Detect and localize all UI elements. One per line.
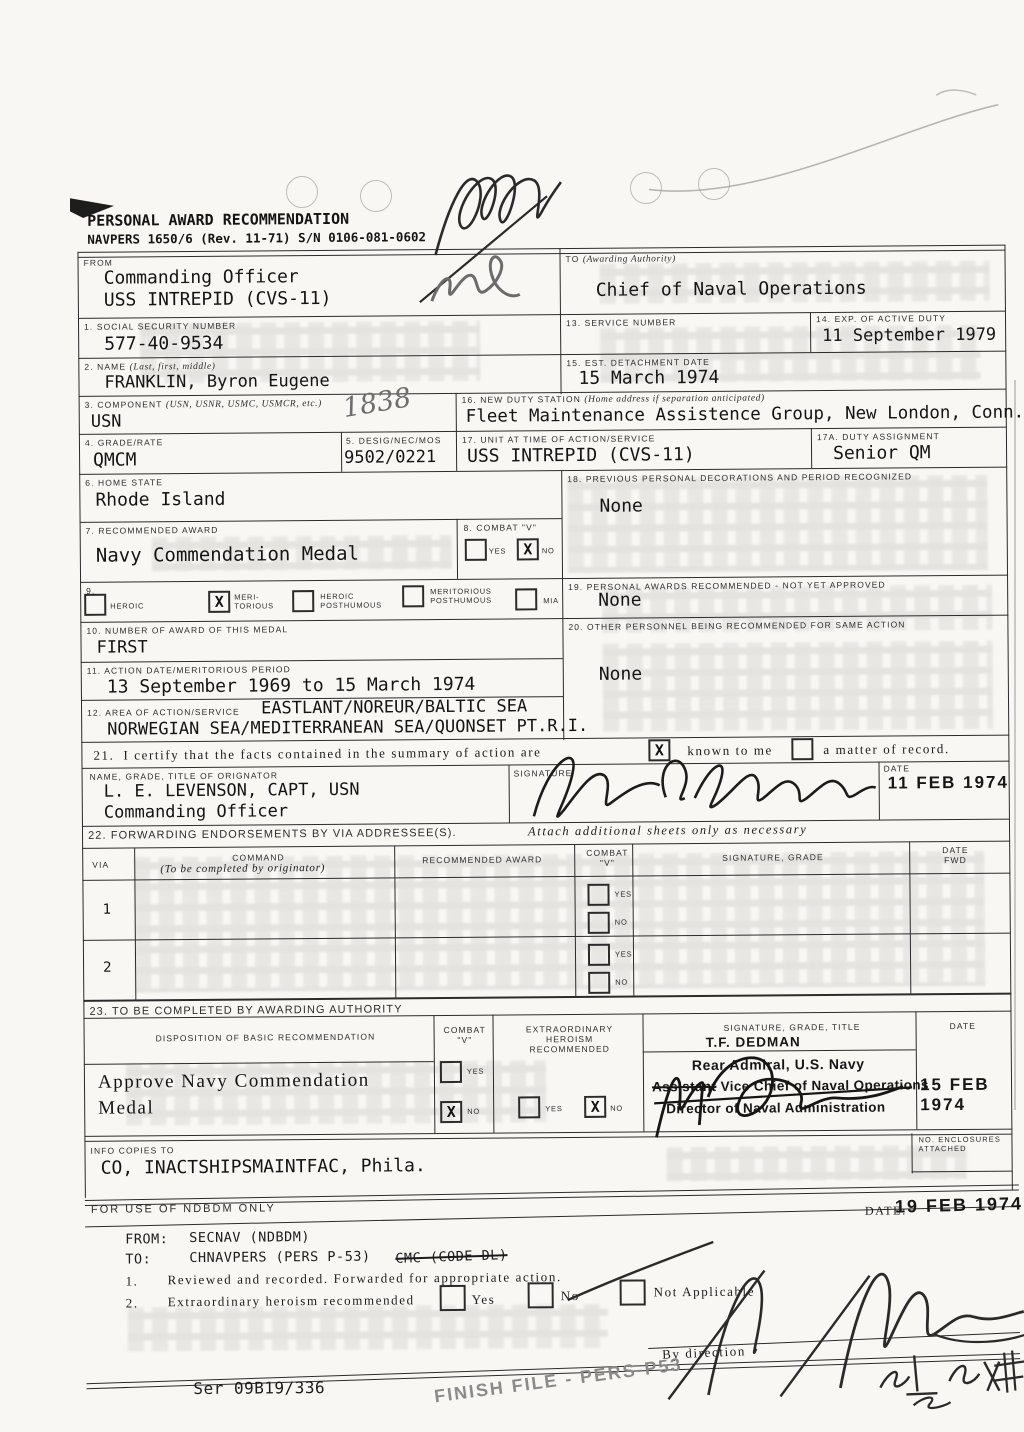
awarding-authority-rank-stamp: Rear Admiral, U.S. Navy: [691, 1055, 865, 1074]
originator-signature: [662, 761, 686, 800]
rule: [642, 1013, 644, 1131]
rule: [559, 248, 561, 394]
ndbdm-yes-label: Yes: [471, 1291, 496, 1307]
to-label: TO: [565, 253, 580, 265]
from-label: FROM: [83, 257, 114, 268]
heroic-checkbox: [84, 594, 106, 616]
ndbdm-na-label: Not Applicable: [653, 1283, 756, 1300]
signature-label: SIGNATURE: [513, 768, 573, 779]
ndbdm-item1-text: Reviewed and recorded. Forwarded for appropriate action.: [167, 1269, 562, 1288]
field-5-label: 5. DESIG/NEC/MOS: [345, 435, 442, 446]
rule: [82, 841, 1010, 849]
ndbdm-item2-num: 2.: [125, 1295, 139, 1311]
col-via: VIA: [92, 859, 110, 870]
info-copies-label: INFO COPIES TO: [90, 1145, 175, 1156]
field-16-value: Fleet Maintenance Assistence Group, New London, Conn.: [465, 402, 1024, 427]
rule: [909, 841, 911, 993]
rule: [457, 519, 458, 579]
handwritten-note: [984, 1362, 999, 1391]
rule: [77, 245, 1005, 258]
info-copies-value: CO, INACTSHIPSMAINTFAC, Phila.: [100, 1155, 426, 1179]
field-1-value: 577-40-9534: [104, 332, 224, 355]
row1-yes-checkbox: [587, 884, 609, 906]
section-22-note: Attach additional sheets only as necessary: [527, 822, 808, 839]
rule: [878, 762, 879, 820]
rule: [643, 1049, 916, 1052]
originator-signature: [533, 757, 659, 816]
row2-yes-label: YES: [614, 949, 633, 959]
section-23-header: 23. TO BE COMPLETED BY AWARDING AUTHORITY: [89, 1003, 403, 1018]
by-direction-label: By direction: [661, 1343, 747, 1362]
field-17-value: USS INTREPID (CVS-11): [466, 444, 695, 467]
col-recommended-award: RECOMMENDED AWARD: [422, 854, 543, 866]
field-16-label-sub: (Home address if separation anticipated): [584, 393, 765, 405]
ndbdm-no-checkbox: [528, 1282, 554, 1308]
serial-number: Ser 09B19/336: [193, 1377, 326, 1399]
rule: [394, 845, 396, 997]
field-17a-value: Senior QM: [832, 442, 931, 464]
field-12-label: 12. AREA OF ACTION/SERVICE: [87, 706, 240, 718]
from-value-1: Commanding Officer: [103, 266, 299, 289]
field-12-value-1: EASTLANT/NOREUR/BALTIC SEA: [260, 696, 528, 719]
field-1-label: 1. SOCIAL SECURITY NUMBER: [84, 320, 237, 332]
originator-title: Commanding Officer: [103, 801, 289, 823]
bleedthrough: [128, 1304, 608, 1352]
rule: [492, 1015, 494, 1133]
ndbdm-to-label: TO:: [125, 1251, 152, 1268]
field-15-value: 15 March 1974: [578, 366, 720, 389]
field-2-label: 2. NAME: [84, 361, 127, 372]
field-9-label: 9.: [86, 585, 96, 596]
field-8-label: 8. COMBAT "V": [463, 522, 538, 533]
handwritten-note: [880, 1372, 909, 1388]
bleedthrough: [567, 475, 988, 573]
matter-of-record-checkbox: [791, 738, 813, 760]
form-number: NAVPERS 1650/6 (Rev. 11-71) S/N 0106-081-0602: [87, 229, 427, 247]
ndbdm-from-label: FROM:: [125, 1231, 169, 1248]
disposition-value: Approve Navy Commendation Medal: [97, 1069, 370, 1119]
originator-date-stamp: 11 FEB 1974: [887, 772, 1009, 793]
combat-v-23-yes-label: YES: [466, 1066, 485, 1076]
heroism-yes-checkbox: [518, 1096, 540, 1118]
field-19-value: None: [598, 589, 642, 611]
field-3-value: USN: [90, 411, 122, 432]
awarding-date-stamp: 15 FEB 1974: [919, 1074, 990, 1115]
originator-signature: [695, 764, 876, 807]
bleedthrough: [603, 641, 994, 732]
enclosures-label: NO. ENCLOSURES ATTACHED: [918, 1134, 1001, 1154]
field-17-label: 17. UNIT AT TIME OF ACTION/SERVICE: [461, 433, 656, 445]
ndbdm-date-stamp: 19 FEB 1974: [894, 1193, 1024, 1217]
col-heroism: EXTRAORDINARY HEROISM RECOMMENDED: [525, 1023, 614, 1055]
col-date-23: DATE: [949, 1020, 977, 1032]
col-date-fwd: DATE FWD: [942, 844, 969, 866]
col-command: COMMAND: [232, 852, 285, 863]
rule: [83, 933, 1011, 941]
field-19-label: 19. PERSONAL AWARDS RECOMMENDED - NOT YET APPROVED: [568, 579, 886, 593]
bottom-signature: [780, 1276, 871, 1397]
field-7-value: Navy Commendation Medal: [95, 542, 360, 567]
heroism-yes-label: YES: [545, 1104, 563, 1114]
heroic-posthumous-label: HEROIC POSTHUMOUS: [320, 591, 383, 611]
row2-yes-checkbox: [588, 944, 610, 966]
field-11-label: 11. ACTION DATE/MERITORIOUS PERIOD: [86, 664, 291, 676]
rule: [632, 844, 634, 996]
rule: [341, 432, 342, 472]
rule: [912, 1171, 1013, 1173]
pencil-line: [936, 90, 976, 95]
originator-label: NAME, GRADE, TITLE OF ORIGNATOR: [89, 770, 279, 782]
ndbdm-yes-checkbox: [440, 1285, 466, 1311]
handwritten-1838: 1838: [340, 382, 414, 424]
heroic-label: HEROIC: [110, 601, 145, 611]
field-18-value: None: [599, 495, 643, 517]
field-13-label: 13. SERVICE NUMBER: [565, 317, 677, 329]
field-11-value: 13 September 1969 to 15 March 1974: [106, 673, 476, 698]
rule: [84, 1061, 434, 1065]
rule: [911, 1133, 912, 1173]
awarding-authority-title-stamp: Vice Chief of Naval Operations: [716, 1077, 929, 1094]
form-title: PERSONAL AWARD RECOMMENDATION: [87, 209, 350, 230]
handwritten-note: [949, 1366, 979, 1383]
field-2-value: FRANKLIN, Byron Eugene: [104, 370, 330, 393]
rule: [83, 993, 1011, 1002]
pencil-line: [648, 105, 999, 192]
combat-v-yes-label: YES: [488, 546, 507, 556]
field-3-label: 3. COMPONENT: [84, 399, 163, 410]
to-value: Chief of Naval Operations: [595, 277, 867, 301]
combat-v-23-no-checkbox: X: [440, 1101, 462, 1123]
matter-of-record-label: a matter of record.: [823, 741, 950, 758]
field-3-label-sub: (USN, USNR, USMC, USMCR, etc.): [165, 398, 322, 411]
rule: [508, 765, 509, 823]
bottom-signature: [840, 1273, 1024, 1388]
ndbdm-no-label: No: [560, 1287, 580, 1304]
field-14-value: 11 September 1979: [822, 324, 997, 347]
field-17a-label: 17A. DUTY ASSIGNMENT: [816, 431, 940, 443]
meritorious-checkbox: X: [208, 591, 230, 613]
awarding-authority-title2-stamp: Director of Naval Administration: [666, 1099, 886, 1117]
meritorious-posthumous-checkbox: [402, 585, 424, 607]
pencil-mark: [432, 257, 520, 302]
combat-v-23-no-label: NO: [467, 1106, 481, 1116]
rule: [433, 1015, 435, 1133]
row1-yes-label: YES: [614, 889, 632, 899]
section-22-header: 22. FORWARDING ENDORSEMENTS BY VIA ADDRESSEE(S).: [87, 826, 457, 842]
rule: [811, 428, 812, 468]
field-7-label: 7. RECOMMENDED AWARD: [85, 524, 219, 536]
combat-v-yes-checkbox: [465, 539, 487, 561]
handwritten-note: [913, 1397, 950, 1408]
date-label: DATE: [883, 763, 911, 774]
from-value-2: USS INTREPID (CVS-11): [103, 287, 332, 311]
rule: [81, 658, 563, 663]
col-combat-v-23: COMBAT "V": [443, 1024, 486, 1045]
ndbdm-item1-num: 1.: [125, 1273, 139, 1289]
ndbdm-from-value: SECNAV (NDBDM): [189, 1229, 311, 1247]
field-4-label: 4. GRADE/RATE: [84, 437, 164, 448]
field-21-number: 21.: [93, 747, 115, 763]
field-10-label: 10. NUMBER OF AWARD OF THIS MEDAL: [86, 624, 289, 636]
field-6-value: Rhode Island: [95, 488, 226, 511]
col-signature-grade: SIGNATURE, GRADE: [722, 852, 824, 863]
originator-name: L. E. LEVENSON, CAPT, USN: [103, 779, 360, 802]
ndbdm-to-value: CHNAVPERS (PERS P-53): [189, 1248, 371, 1267]
row1-no-checkbox: [588, 912, 610, 934]
rule: [915, 1011, 917, 1129]
field-4-value: QMCM: [93, 449, 137, 471]
field-14-label: 14. EXP. OF ACTIVE DUTY: [815, 313, 947, 325]
via-row-2: 2: [103, 959, 112, 976]
rule: [77, 252, 85, 1198]
combat-v-no-label: NO: [541, 546, 555, 556]
field-20-label: 20. OTHER PERSONNEL BEING RECOMMENDED FOR SAME ACTION: [568, 619, 906, 633]
struck-assistant: Assistant: [651, 1078, 717, 1095]
heroism-no-label: NO: [610, 1103, 624, 1113]
field-10-value: FIRST: [96, 637, 148, 658]
rule: [1004, 245, 1012, 1191]
ndbdm-to-struck: CMC (CODE DL): [395, 1247, 508, 1267]
row1-no-label: NO: [614, 917, 628, 927]
rule: [84, 1129, 1012, 1142]
heroism-no-checkbox: X: [584, 1096, 606, 1118]
rule: [574, 844, 576, 996]
rule: [810, 312, 811, 352]
finish-file-stamp: FINISH FILE - PERS-P53: [433, 1354, 684, 1407]
field-5-value: 9502/0221: [344, 447, 437, 468]
row2-no-checkbox: [588, 972, 610, 994]
top-scrawl-signature: [435, 175, 562, 255]
via-row-1: 1: [102, 901, 112, 918]
known-to-me-label: known to me: [687, 742, 773, 759]
certify-text: I certify that the facts contained in the summary of action are: [123, 744, 542, 763]
mia-label: MIA: [543, 596, 559, 606]
field-20-value: None: [598, 663, 643, 685]
meritorious-label: MERI- TORIOUS: [234, 592, 274, 611]
ndbdm-na-checkbox: [620, 1279, 646, 1305]
field-18-label: 18. PREVIOUS PERSONAL DECORATIONS AND PERIOD RECOGNIZED: [567, 471, 913, 485]
mia-checkbox: [515, 588, 537, 610]
known-to-me-checkbox: X: [648, 739, 670, 761]
rule: [561, 470, 564, 740]
field-2-label-sub: (Last, first, middle): [129, 361, 216, 373]
rule: [134, 847, 136, 999]
combat-v-23-yes-checkbox: [440, 1061, 462, 1083]
col-command-sub: (To be completed by originator): [160, 861, 326, 876]
ndbdm-header: FOR USE OF NDBDM ONLY: [90, 1202, 276, 1216]
col-combat-v: COMBAT "V": [586, 847, 629, 868]
col-disposition: DISPOSITION OF BASIC RECOMMENDATION: [155, 1031, 376, 1044]
ndbdm-date-label: DATE:: [864, 1203, 908, 1218]
field-6-label: 6. HOME STATE: [85, 477, 164, 488]
awarding-authority-name-stamp: T.F. DEDMAN: [705, 1034, 801, 1050]
meritorious-posthumous-label: MERITORIOUS POSTHUMOUS: [430, 586, 493, 606]
combat-v-no-checkbox: X: [517, 538, 539, 560]
ndbdm-item2-text: Extraordinary heroism recommended: [167, 1292, 415, 1310]
field-12-value-2: NORWEGIAN SEA/MEDITERRANEAN SEA/QUONSET PT.R.I.: [107, 715, 589, 740]
heroic-posthumous-checkbox: [292, 590, 314, 612]
field-16-label: 16. NEW DUTY STATION: [461, 393, 581, 405]
field-15-label: 15. EST. DETACHMENT DATE: [566, 356, 710, 369]
to-label-sub: (Awarding Authority): [582, 254, 676, 265]
row2-no-label: NO: [615, 977, 629, 987]
col-signature-grade-title: SIGNATURE, GRADE, TITLE: [723, 1021, 861, 1033]
